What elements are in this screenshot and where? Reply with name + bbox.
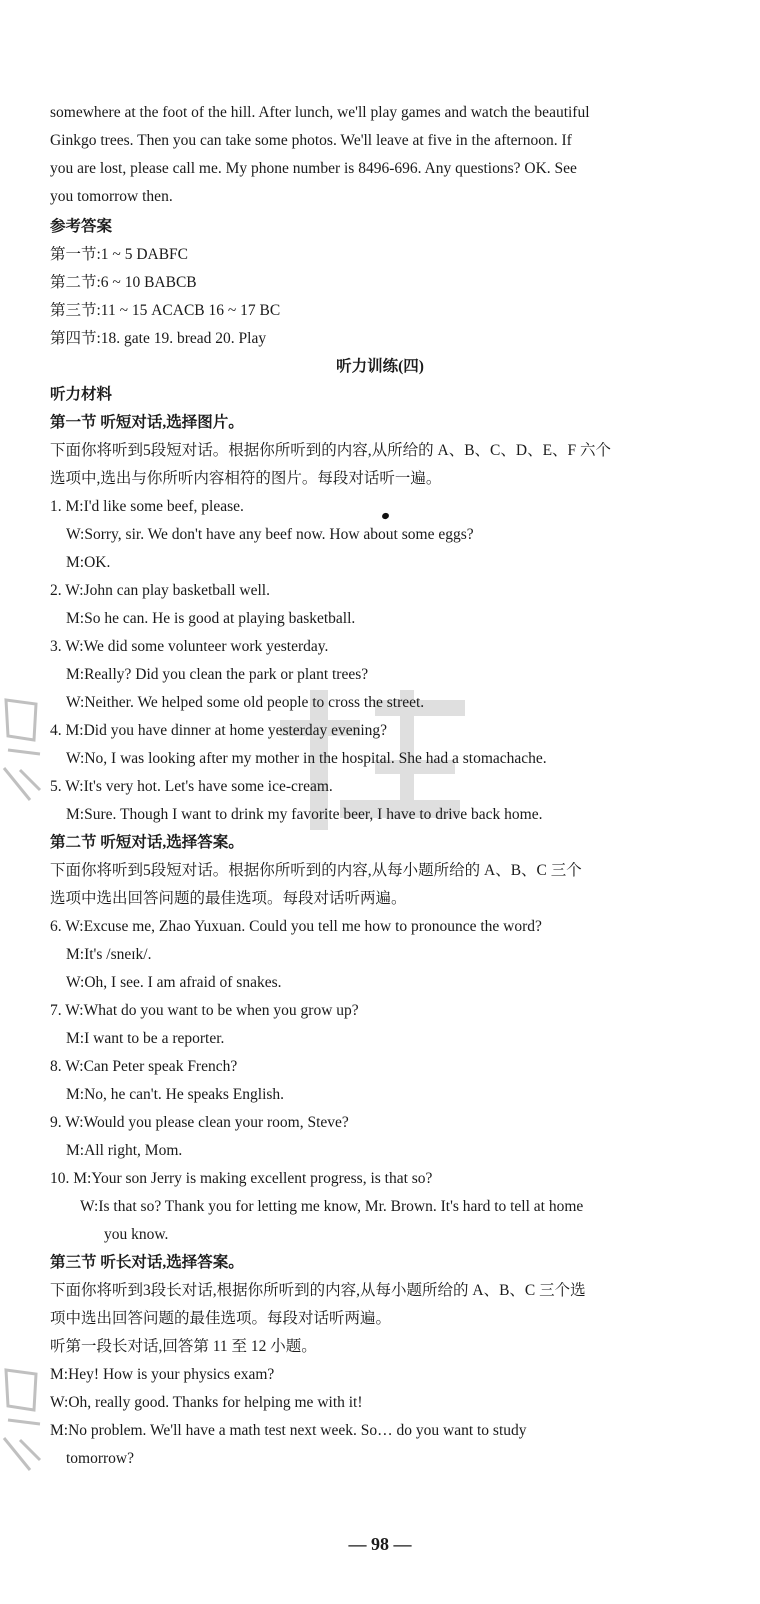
- text-line: 第二节:6 ~ 10 BABCB: [50, 274, 197, 291]
- text-line: 8. W:Can Peter speak French?: [50, 1058, 238, 1075]
- text-line: M:Sure. Though I want to drink my favorite beer, I have to drive back home.: [66, 806, 543, 823]
- text-line: W:Is that so? Thank you for letting me know, Mr. Brown. It's hard to tell at home: [80, 1198, 584, 1215]
- text-line: you know.: [104, 1226, 169, 1243]
- text-line: you tomorrow then.: [50, 188, 173, 205]
- text-line: M:No, he can't. He speaks English.: [66, 1086, 285, 1103]
- text-line: M:OK.: [66, 554, 111, 571]
- ink-dot: [381, 512, 390, 520]
- text-line: 第一节:1 ~ 5 DABFC: [50, 246, 189, 263]
- text-line: 项中选出回答问题的最佳选项。每段对话听两遍。: [50, 1310, 392, 1327]
- text-line: 1. M:I'd like some beef, please.: [50, 498, 244, 515]
- text-line: somewhere at the foot of the hill. After lunch, we'll play games and watch the beautiful: [50, 104, 590, 121]
- text-line: 4. M:Did you have dinner at home yesterday evening?: [50, 722, 388, 739]
- text-line: Ginkgo trees. Then you can take some photos. We'll leave at five in the afternoon. If: [50, 132, 572, 149]
- text-line: 7. W:What do you want to be when you grow up?: [50, 1002, 359, 1019]
- text-line: you are lost, please call me. My phone number is 8496-696. Any questions? OK. See: [50, 160, 577, 177]
- page-number: — 98 —: [348, 1534, 412, 1554]
- section-heading: 听力训练(四): [336, 358, 424, 375]
- text-line: 5. W:It's very hot. Let's have some ice-cream.: [50, 778, 333, 795]
- text-line: W:Sorry, sir. We don't have any beef now. How about some eggs?: [66, 526, 474, 543]
- text-line: 第四节:18. gate 19. bread 20. Play: [50, 330, 267, 347]
- text-line: 选项中选出回答问题的最佳选项。每段对话听两遍。: [50, 890, 407, 907]
- section-heading: 第三节 听长对话,选择答案。: [50, 1254, 244, 1271]
- text-line: M:Really? Did you clean the park or plant trees?: [66, 666, 369, 683]
- section-heading: 第二节 听短对话,选择答案。: [50, 834, 244, 851]
- text-line: 下面你将听到5段短对话。根据你所听到的内容,从所给的 A、B、C、D、E、F 六个: [50, 442, 612, 459]
- text-line: M:All right, Mom.: [66, 1142, 183, 1159]
- text-line: 9. W:Would you please clean your room, Steve?: [50, 1114, 349, 1131]
- text-line: M:Hey! How is your physics exam?: [50, 1366, 275, 1383]
- text-line: 下面你将听到3段长对话,根据你所听到的内容,从每小题所给的 A、B、C 三个选: [50, 1282, 586, 1299]
- edge-mark-bottom: [0, 1360, 46, 1480]
- text-line: W:Oh, I see. I am afraid of snakes.: [66, 974, 282, 991]
- text-line: 第三节:11 ~ 15 ACACB 16 ~ 17 BC: [50, 302, 281, 319]
- edge-mark-top: [0, 690, 46, 810]
- text-line: M:So he can. He is good at playing basketball.: [66, 610, 356, 627]
- text-line: M:It's /sneɪk/.: [66, 946, 152, 963]
- text-line: tomorrow?: [66, 1450, 135, 1467]
- section-heading: 听力材料: [50, 386, 113, 403]
- text-line: W:Neither. We helped some old people to cross the street.: [66, 694, 425, 711]
- section-heading: 第一节 听短对话,选择图片。: [50, 414, 244, 431]
- text-line: 3. W:We did some volunteer work yesterday.: [50, 638, 329, 655]
- text-line: 2. W:John can play basketball well.: [50, 582, 270, 599]
- text-line: 下面你将听到5段短对话。根据你所听到的内容,从每小题所给的 A、B、C 三个: [50, 862, 582, 879]
- text-line: W:No, I was looking after my mother in the hospital. She had a stomachache.: [66, 750, 547, 767]
- text-line: 10. M:Your son Jerry is making excellent progress, is that so?: [50, 1170, 433, 1187]
- section-heading: 参考答案: [50, 218, 113, 235]
- text-line: 选项中,选出与你所听内容相符的图片。每段对话听一遍。: [50, 470, 442, 487]
- text-line: 听第一段长对话,回答第 11 至 12 小题。: [50, 1338, 317, 1355]
- text-line: W:Oh, really good. Thanks for helping me with it!: [50, 1394, 363, 1411]
- text-line: M:I want to be a reporter.: [66, 1030, 225, 1047]
- text-line: 6. W:Excuse me, Zhao Yuxuan. Could you tell me how to pronounce the word?: [50, 918, 542, 935]
- text-line: M:No problem. We'll have a math test next week. So… do you want to study: [50, 1422, 527, 1439]
